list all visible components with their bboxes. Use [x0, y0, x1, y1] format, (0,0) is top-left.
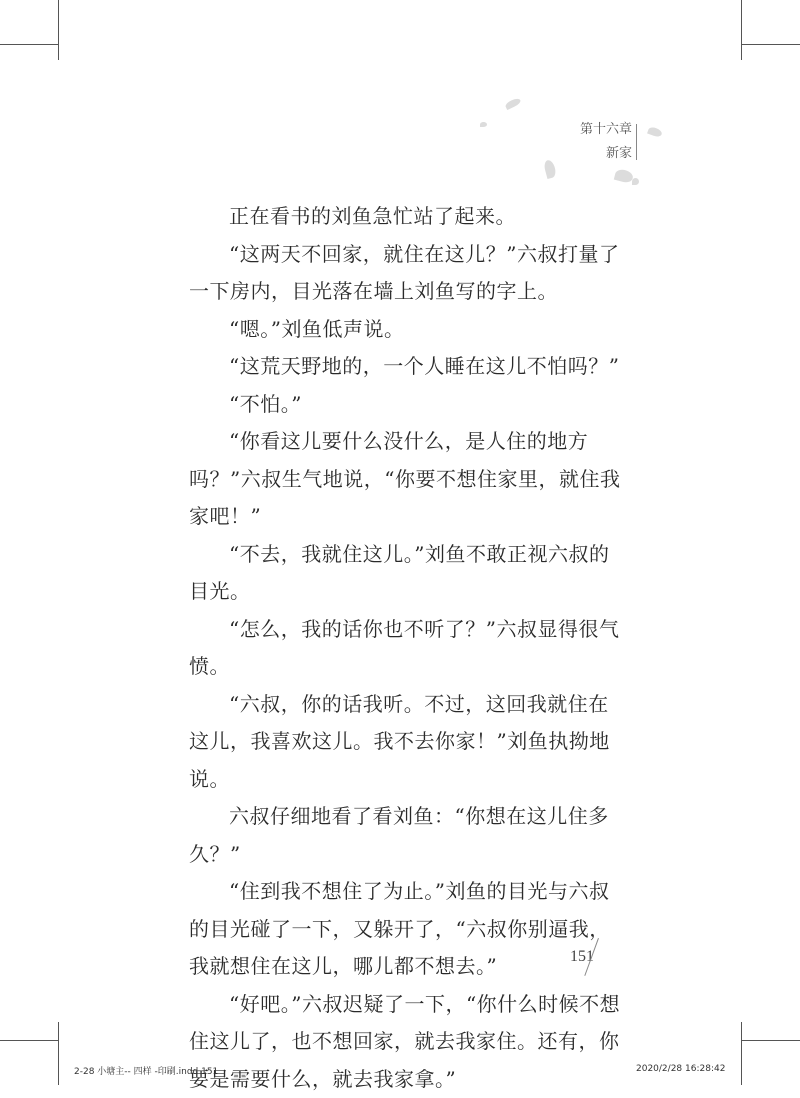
- header-rule: [636, 124, 637, 160]
- paragraph: “六叔，你的话我听。不过，这回我就住在这儿，我喜欢这儿。我不去你家！”刘鱼执拗地说。: [189, 686, 629, 799]
- page-number: 151: [570, 948, 594, 966]
- running-header: [512, 118, 632, 166]
- crop-mark: [0, 1040, 58, 1041]
- paragraph: “住到我不想住了为止。”刘鱼的目光与六叔的目光碰了一下，又躲开了，“六叔你别逼我，我就想住在这儿，哪儿都不想去。”: [189, 873, 629, 986]
- paragraph: 六叔仔细地看了看刘鱼：“你想在这儿住多久？”: [189, 798, 629, 873]
- paragraph: “不去，我就住这儿。”刘鱼不敢正视六叔的目光。: [189, 536, 629, 611]
- paragraph: “嗯。”刘鱼低声说。: [189, 311, 629, 349]
- paragraph: “怎么，我的话你也不听了？”六叔显得很气愤。: [189, 611, 629, 686]
- petal-decoration: [647, 126, 663, 138]
- crop-mark: [742, 44, 800, 45]
- crop-mark: [58, 0, 59, 60]
- crop-mark: [741, 0, 742, 60]
- crop-mark: [0, 44, 58, 45]
- paragraph: “这荒天野地的，一个人睡在这儿不怕吗？”: [189, 348, 629, 386]
- section-title: 新家: [512, 142, 632, 166]
- paragraph: “不怕。”: [189, 386, 629, 424]
- crop-mark: [741, 1022, 742, 1085]
- petal-decoration: [480, 122, 487, 127]
- petal-decoration: [504, 97, 521, 110]
- paragraph: 正在看书的刘鱼急忙站了起来。: [189, 198, 629, 236]
- petal-decoration: [632, 178, 639, 185]
- paragraph: “好吧。”六叔迟疑了一下，“你什么时候不想住这儿了，也不想回家，就去我家住。还有，你要是需要什么，就去我家拿。”: [189, 986, 629, 1098]
- slug-filename: 2-28 小塘主-- 四样 -印刷.indd 151: [74, 1064, 218, 1077]
- paragraph: “你看这儿要什么没什么，是人住的地方吗？”六叔生气地说，“你要不想住家里，就住我家吧！”: [189, 423, 629, 536]
- crop-mark: [58, 1022, 59, 1085]
- paragraph: “这两天不回家，就住在这儿？”六叔打量了一下房内，目光落在墙上刘鱼写的字上。: [189, 236, 629, 311]
- body-text: [189, 198, 629, 1098]
- slug-timestamp: 2020/2/28 16:28:42: [636, 1064, 725, 1074]
- crop-mark: [742, 1040, 800, 1041]
- chapter-label: 第十六章: [512, 118, 632, 142]
